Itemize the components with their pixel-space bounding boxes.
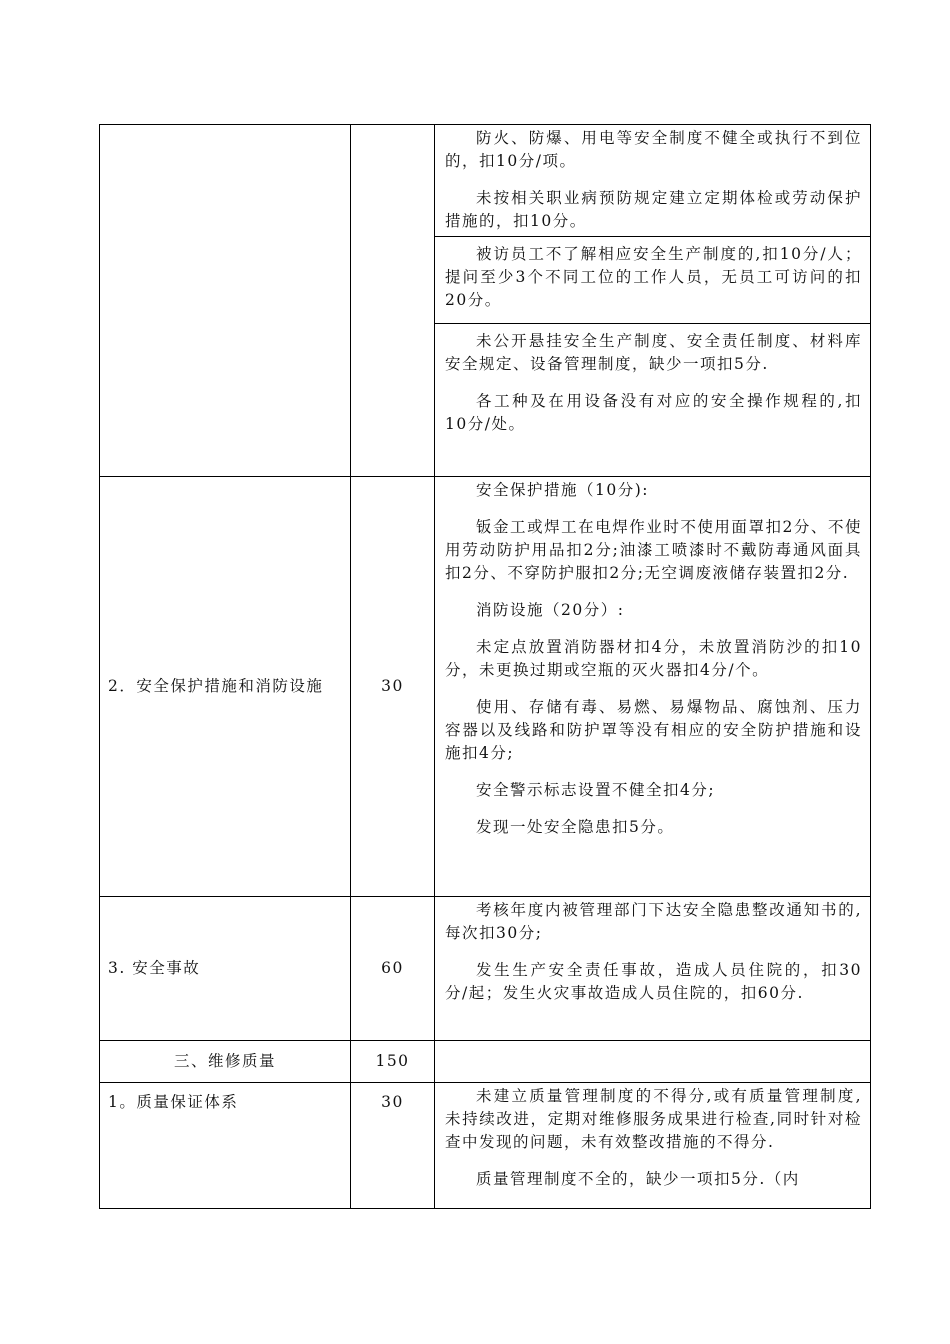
table-row xyxy=(100,477,871,897)
criteria-paragraph: 防火、防爆、用电等安全制度不健全或执行不到位的，扣10分/项。 xyxy=(445,129,862,170)
criteria-paragraph: 考核年度内被管理部门下达安全隐患整改通知书的,每次扣30分; xyxy=(445,901,862,942)
criteria-paragraph: 未建立质量管理制度的不得分,或有质量管理制度,未持续改进，定期对维修服务成果进行检查,同时针对检查中发现的问题，未有效整改措施的不得分. xyxy=(445,1087,862,1151)
criteria-paragraph: 被访员工不了解相应安全生产制度的,扣10分/人；提问至少3个不同工位的工作人员，无员工可访问的扣20分。 xyxy=(445,245,862,309)
criteria-paragraph: 消防设施（20分）: xyxy=(476,601,625,619)
criteria-cell xyxy=(435,1041,871,1083)
section-heading: 三、维修质量 xyxy=(100,1041,351,1083)
criteria-cell xyxy=(435,477,871,897)
criteria-paragraph: 质量管理制度不全的，缺少一项扣5分.（内 xyxy=(476,1170,800,1188)
table-row xyxy=(100,1041,871,1083)
criteria-paragraph: 安全警示标志设置不健全扣4分; xyxy=(476,781,716,799)
item-cell xyxy=(100,125,351,477)
item-cell: 1。质量保证体系 xyxy=(100,1083,351,1209)
criteria-cell xyxy=(435,125,871,477)
criteria-cell xyxy=(435,1083,871,1209)
table-row xyxy=(100,125,871,477)
score-cell: 60 xyxy=(351,897,435,1041)
score-cell: 150 xyxy=(351,1041,435,1083)
criteria-paragraph: 未定点放置消防器材扣4分，未放置消防沙的扣10分，未更换过期或空瓶的灭火器扣4分/个。 xyxy=(445,638,862,679)
item-cell: 3. 安全事故 xyxy=(100,897,351,1041)
criteria-cell xyxy=(435,897,871,1041)
scoring-table xyxy=(99,124,871,1209)
criteria-group xyxy=(435,236,870,323)
score-cell: 30 xyxy=(351,1083,435,1209)
criteria-paragraph: 未公开悬挂安全生产制度、安全责任制度、材料库安全规定、设备管理制度，缺少一项扣5分. xyxy=(445,332,862,373)
item-cell: 2．安全保护措施和消防设施 xyxy=(100,477,351,897)
criteria-paragraph: 未按相关职业病预防规定建立定期体检或劳动保护措施的，扣10分。 xyxy=(445,189,862,230)
criteria-paragraph: 使用、存储有毒、易燃、易爆物品、腐蚀剂、压力容器以及线路和防护罩等没有相应的安全防护措施和设施扣4分; xyxy=(445,698,862,762)
criteria-paragraph: 发现一处安全隐患扣5分。 xyxy=(476,818,675,836)
score-cell: 30 xyxy=(351,477,435,897)
criteria-paragraph: 各工种及在用设备没有对应的安全操作规程的,扣10分/处。 xyxy=(445,392,862,433)
criteria-group xyxy=(445,127,862,236)
criteria-paragraph: 安全保护措施（10分): xyxy=(476,481,649,499)
table-row xyxy=(100,897,871,1041)
score-cell xyxy=(351,125,435,477)
criteria-paragraph: 发生生产安全责任事故，造成人员住院的，扣30 分/起；发生火灾事故造成人员住院的，扣60分. xyxy=(445,961,862,1002)
criteria-paragraph: 钣金工或焊工在电焊作业时不使用面罩扣2分、不使用劳动防护用品扣2分;油漆工喷漆时不戴防毒通风面具扣2分、不穿防护服扣2分;无空调废液储存装置扣2分. xyxy=(445,518,862,582)
table-row xyxy=(100,1083,871,1209)
criteria-group xyxy=(435,323,870,446)
